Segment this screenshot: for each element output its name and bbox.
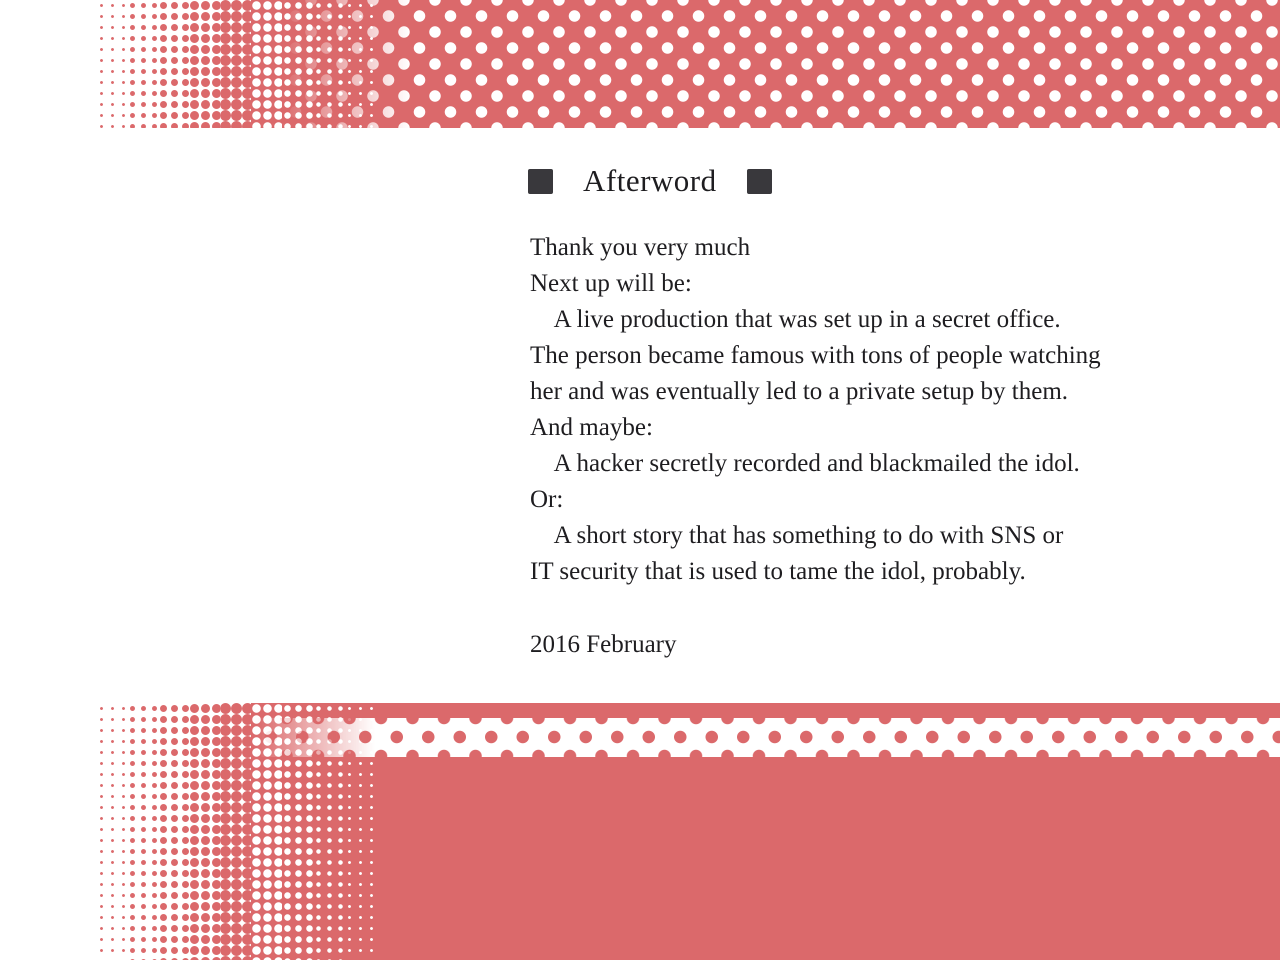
- afterword-line: The person became famous with tons of people watching: [530, 342, 1101, 369]
- halftone-strip: [127, 703, 158, 960]
- afterword-line: A hacker secretly recorded and blackmailed the idol.: [530, 450, 1080, 477]
- halftone-strip: [127, 0, 158, 128]
- afterword-line: A short story that has something to do with SNS or: [530, 522, 1064, 549]
- bottom-solid-red-area: [375, 757, 1280, 960]
- afterword-line: Next up will be:: [530, 270, 692, 297]
- title-square-left-icon: [528, 169, 553, 194]
- halftone-strip: [189, 703, 220, 960]
- bottom-red-stripe: [375, 703, 1280, 718]
- halftone-strip: [96, 703, 127, 960]
- halftone-strip: [189, 0, 220, 128]
- afterword-line: her and was eventually led to a private setup by them.: [530, 378, 1069, 405]
- halftone-strip: [158, 0, 189, 128]
- afterword-body: [530, 230, 1101, 663]
- afterword-date: 2016 February: [530, 631, 677, 658]
- red-polka-dots-band: [255, 718, 1280, 757]
- page-title-row: [528, 161, 772, 201]
- afterword-line: A live production that was set up in a secret office.: [530, 306, 1061, 333]
- halftone-strip: [251, 0, 282, 128]
- halftone-strip: [220, 0, 251, 128]
- afterword-line: IT security that is used to tame the idol, probably.: [530, 558, 1026, 585]
- afterword-line: And maybe:: [530, 414, 653, 441]
- afterword-line: Or:: [530, 486, 564, 513]
- halftone-strip: [158, 703, 189, 960]
- halftone-strip: [96, 0, 127, 128]
- top-halftone-banner: [96, 0, 1280, 128]
- afterword-line: Thank you very much: [530, 234, 751, 261]
- title-square-right-icon: [747, 169, 772, 194]
- bottom-halftone-banner: [96, 703, 1280, 960]
- white-polka-dots-pattern: [280, 0, 1280, 128]
- page-title: Afterword: [583, 163, 717, 198]
- halftone-strip: [220, 703, 251, 960]
